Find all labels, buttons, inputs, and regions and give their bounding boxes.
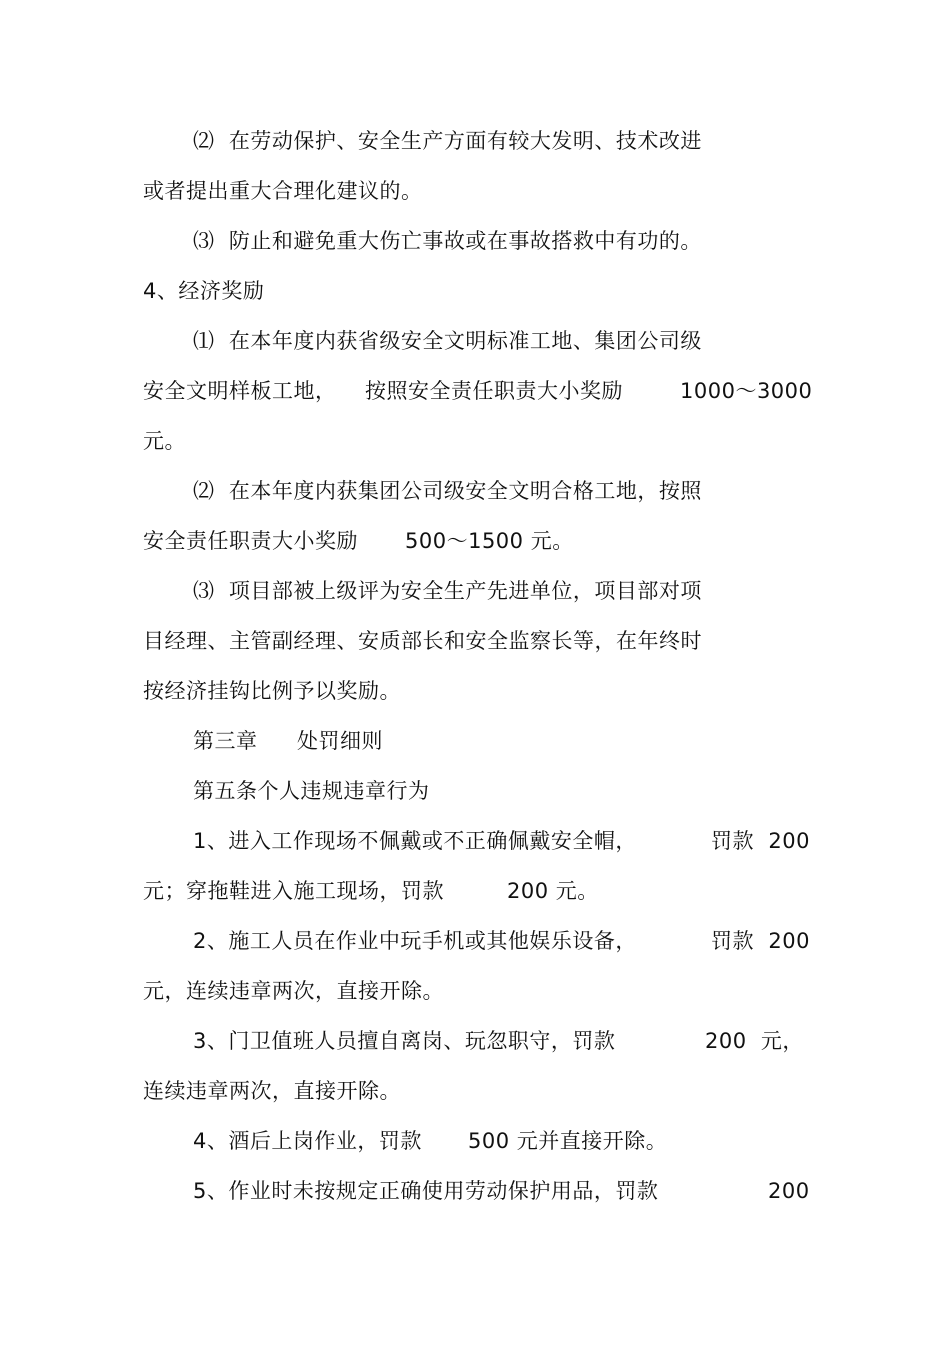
fine-amount: 罚款 200 xyxy=(711,829,810,853)
text-line: 元。 xyxy=(143,429,186,453)
text-line: 4、酒后上岗作业，罚款 xyxy=(193,1129,422,1153)
text-line: ⑶ 防止和避免重大伤亡事故或在事故搭救中有功的。 xyxy=(193,229,702,253)
chapter-number: 第三章 xyxy=(193,729,258,753)
text-line: 连续违章两次，直接开除。 xyxy=(143,1079,401,1103)
text-line: 按照安全责任职责大小奖励 xyxy=(365,379,623,403)
amount-range: 1000～3000 xyxy=(680,379,813,403)
fine-amount: 200 元， xyxy=(705,1029,804,1053)
text-line: 1、进入工作现场不佩戴或不正确佩戴安全帽， xyxy=(193,829,637,853)
fine-amount: 200 xyxy=(768,1179,810,1203)
fine-amount: 200 元。 xyxy=(507,879,599,903)
text-line: 安全责任职责大小奖励 xyxy=(143,529,358,553)
text-line: 2、施工人员在作业中玩手机或其他娱乐设备， xyxy=(193,929,637,953)
text-line: 元；穿拖鞋进入施工现场，罚款 xyxy=(143,879,444,903)
text-line: 或者提出重大合理化建议的。 xyxy=(143,179,423,203)
text-line: ⑴ 在本年度内获省级安全文明标准工地、集团公司级 xyxy=(193,329,702,353)
text-line: 安全文明样板工地， xyxy=(143,379,337,403)
text-line: ⑵ 在劳动保护、安全生产方面有较大发明、技术改进 xyxy=(193,129,702,153)
text-line: 目经理、主管副经理、安质部长和安全监察长等，在年终时 xyxy=(143,629,702,653)
text-line: ⑵ 在本年度内获集团公司级安全文明合格工地，按照 xyxy=(193,479,702,503)
chapter-title: 处罚细则 xyxy=(297,729,383,753)
text-line: 元，连续违章两次，直接开除。 xyxy=(143,979,444,1003)
text-line: 按经济挂钩比例予以奖励。 xyxy=(143,679,401,703)
text-line: ⑶ 项目部被上级评为安全生产先进单位，项目部对项 xyxy=(193,579,702,603)
section-heading: 4、经济奖励 xyxy=(143,279,265,303)
text-line: 5、作业时未按规定正确使用劳动保护用品，罚款 xyxy=(193,1179,659,1203)
fine-amount: 罚款 200 xyxy=(711,929,810,953)
fine-amount: 500 元并直接开除。 xyxy=(468,1129,668,1153)
text-line: 3、门卫值班人员擅自离岗、玩忽职守，罚款 xyxy=(193,1029,616,1053)
article-heading: 第五条个人违规违章行为 xyxy=(193,779,430,803)
amount-range: 500～1500 元。 xyxy=(405,529,574,553)
